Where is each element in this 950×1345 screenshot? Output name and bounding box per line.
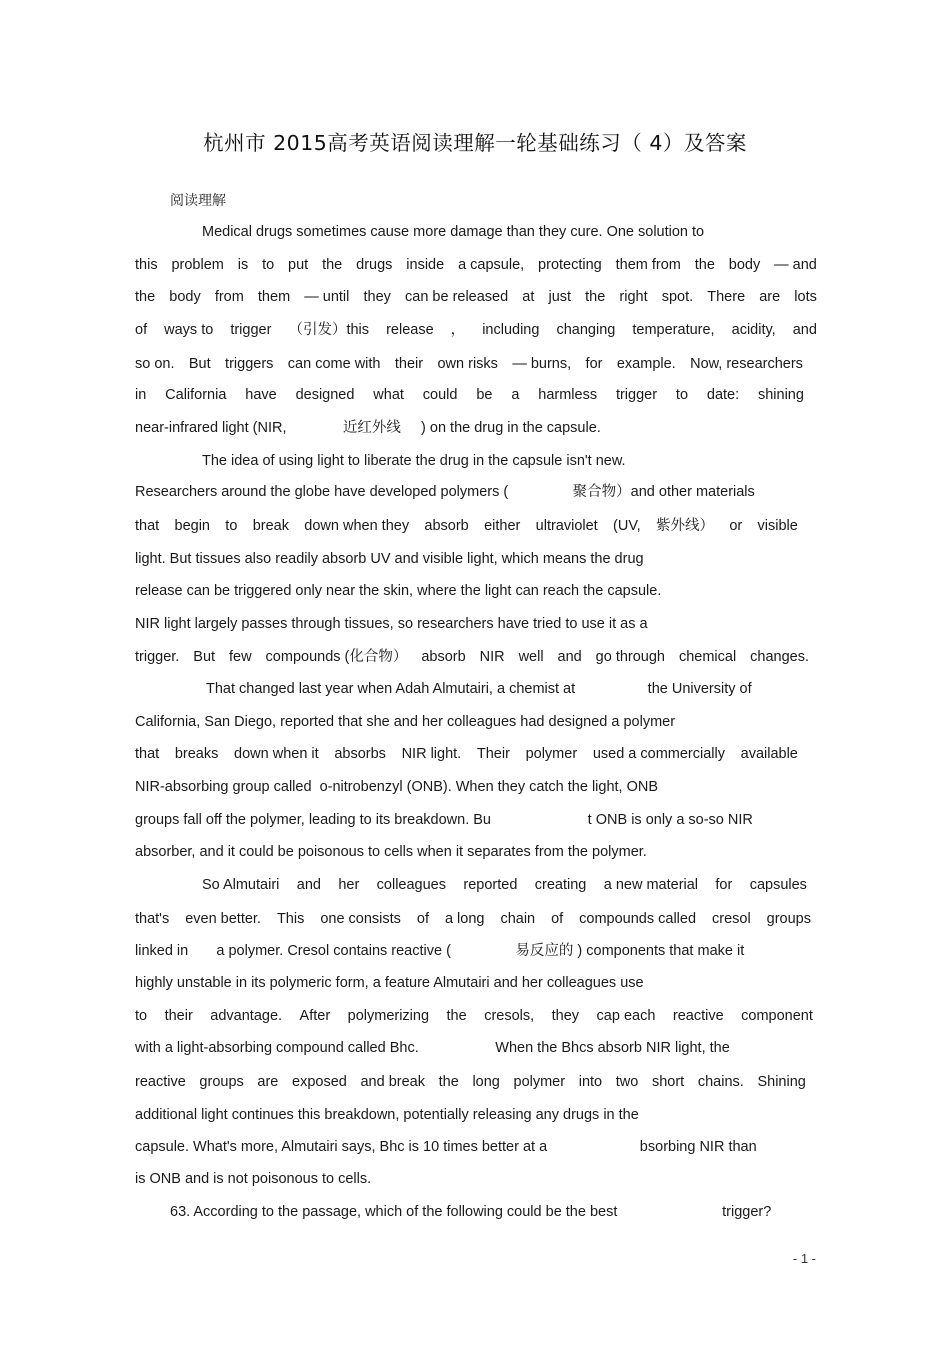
word: could xyxy=(422,387,458,403)
text-line xyxy=(135,385,804,405)
text-line: is ONB and is not poisonous to cells. xyxy=(135,1171,372,1187)
word: temperature, xyxy=(632,322,715,338)
word: triggers xyxy=(225,356,274,372)
word: just xyxy=(548,289,572,305)
word: that xyxy=(135,518,160,534)
word: After xyxy=(299,1008,331,1024)
word: from xyxy=(214,289,244,305)
word: them from xyxy=(615,257,681,273)
word: a long xyxy=(444,911,485,927)
word: a capsule, xyxy=(458,257,525,273)
word: a xyxy=(511,387,520,403)
text-line xyxy=(135,287,817,307)
word: one consists xyxy=(320,911,401,927)
word: trigger xyxy=(230,322,272,338)
word: protecting xyxy=(538,257,602,273)
word: of xyxy=(135,322,148,338)
word: changing xyxy=(556,322,616,338)
question-63: 63. According to the passage, which of the following could be the best trigger? xyxy=(170,1204,772,1220)
text-line xyxy=(135,354,803,374)
text-line xyxy=(135,1072,806,1092)
word: and xyxy=(296,877,321,893)
word: cresols, xyxy=(484,1008,535,1024)
word: trigger. xyxy=(135,649,180,665)
word: California xyxy=(165,387,227,403)
word: have xyxy=(245,387,277,403)
word: body xyxy=(169,289,201,305)
word: them xyxy=(257,289,291,305)
word: absorbs xyxy=(334,746,386,762)
word: few xyxy=(229,649,252,665)
word: shining xyxy=(757,387,804,403)
word: are xyxy=(257,1074,279,1090)
word: that xyxy=(135,746,160,762)
word: creating xyxy=(534,877,587,893)
text-line xyxy=(135,909,811,929)
word: of xyxy=(416,911,429,927)
word: (UV, xyxy=(613,518,641,534)
word: go through xyxy=(595,649,665,665)
word: down when it xyxy=(234,746,319,762)
word: the xyxy=(694,257,715,273)
text-line xyxy=(135,255,817,275)
word: date: xyxy=(706,387,740,403)
word: break xyxy=(252,518,289,534)
document-title: 杭州市 2015高考英语阅读理解一轮基础练习（ 4）及答案 xyxy=(203,131,747,155)
word: to xyxy=(135,1008,148,1024)
word: or xyxy=(729,518,743,534)
word: Their xyxy=(476,746,510,762)
word: can be released xyxy=(405,289,509,305)
word: well xyxy=(518,649,544,665)
word: put xyxy=(288,257,309,273)
word: exposed xyxy=(292,1074,347,1090)
word: the xyxy=(438,1074,459,1090)
word: long xyxy=(472,1074,500,1090)
word: in xyxy=(135,387,147,403)
word: release xyxy=(386,322,434,338)
word: what xyxy=(373,387,404,403)
word: into xyxy=(578,1074,603,1090)
word: chain xyxy=(500,911,536,927)
word: ， xyxy=(450,322,466,338)
text-line: absorber, and it could be poisonous to cells when it separates from the polymer. xyxy=(135,844,647,860)
word: used a commercially xyxy=(592,746,725,762)
word: advantage. xyxy=(210,1008,283,1024)
text-line xyxy=(135,647,809,667)
word: for xyxy=(715,877,733,893)
word: compounds called xyxy=(579,911,697,927)
word: polymerizing xyxy=(347,1008,430,1024)
word: that's xyxy=(135,911,170,927)
word: is xyxy=(237,257,249,273)
word: ways to xyxy=(164,322,214,338)
word: This xyxy=(276,911,305,927)
word: cresol xyxy=(712,911,751,927)
text-line xyxy=(202,875,807,895)
word: so on. xyxy=(135,356,175,372)
word: acidity, xyxy=(731,322,776,338)
text-line xyxy=(135,744,798,764)
word: the xyxy=(135,289,156,305)
word: absorb xyxy=(424,518,469,534)
word: be xyxy=(476,387,493,403)
word: available xyxy=(740,746,798,762)
page-number: - 1 - xyxy=(792,1251,816,1266)
text-line: with a light-absorbing compound called Bhc. When the Bhcs absorb NIR light, the xyxy=(135,1040,730,1056)
word: visible xyxy=(757,518,798,534)
word: down when they xyxy=(304,518,410,534)
text-line: linked in a polymer. Cresol contains reactive ( 易反应的 ) components that make it xyxy=(135,943,745,959)
word: even better. xyxy=(185,911,261,927)
word: capsules xyxy=(749,877,807,893)
word: the xyxy=(322,257,343,273)
word: of xyxy=(551,911,564,927)
word: for xyxy=(585,356,603,372)
word: But xyxy=(193,649,216,665)
text-line: Medical drugs sometimes cause more damage than they cure. One solution to xyxy=(202,224,705,240)
word: ultraviolet xyxy=(535,518,598,534)
word: her xyxy=(338,877,360,893)
text-line: groups fall off the polymer, leading to its breakdown. Bu t ONB is only a so-so NIR xyxy=(135,812,753,828)
word: Shining xyxy=(757,1074,806,1090)
word: this xyxy=(135,257,158,273)
word: own risks xyxy=(437,356,498,372)
word: changes. xyxy=(750,649,809,665)
word: are xyxy=(759,289,781,305)
text-line: highly unstable in its polymeric form, a feature Almutairi and her colleagues use xyxy=(135,975,644,991)
word: chemical xyxy=(678,649,737,665)
word: reported xyxy=(463,877,518,893)
word: trigger xyxy=(615,387,658,403)
word: NIR light. xyxy=(401,746,462,762)
word: and xyxy=(792,322,817,338)
text-line: NIR light largely passes through tissues, so researchers have tried to use it as a xyxy=(135,616,648,632)
word: to xyxy=(262,257,275,273)
word: component xyxy=(741,1008,813,1024)
word: reactive xyxy=(135,1074,186,1090)
text-line: The idea of using light to liberate the drug in the capsule isn't new. xyxy=(202,453,626,469)
text-line: NIR-absorbing group called o-nitrobenzyl (ONB). When they catch the light, ONB xyxy=(135,779,659,795)
text-line: capsule. What's more, Almutairi says, Bhc is 10 times better at a bsorbing NIR than xyxy=(135,1139,757,1155)
text-line: near-infrared light (NIR, 近红外线 ) on the drug in the capsule. xyxy=(135,420,601,436)
word: a new material xyxy=(603,877,699,893)
word: lots xyxy=(794,289,817,305)
word: — until xyxy=(304,289,350,305)
word: — burns, xyxy=(512,356,572,372)
word: designed xyxy=(295,387,355,403)
word: colleagues xyxy=(376,877,446,893)
word: groups xyxy=(766,911,811,927)
word: they xyxy=(551,1008,580,1024)
text-line xyxy=(135,516,798,536)
word: breaks xyxy=(174,746,219,762)
word: — and xyxy=(774,257,817,273)
text-line xyxy=(135,320,817,340)
word: Now, researchers xyxy=(690,356,803,372)
word: right xyxy=(619,289,648,305)
word: and xyxy=(557,649,582,665)
word: groups xyxy=(199,1074,244,1090)
word: inside xyxy=(406,257,445,273)
word: the xyxy=(585,289,606,305)
text-line: That changed last year when Adah Almutairi, a chemist at the University of xyxy=(206,681,752,697)
word: at xyxy=(522,289,535,305)
word: But xyxy=(188,356,211,372)
text-line: release can be triggered only near the skin, where the light can reach the capsule. xyxy=(135,583,662,599)
word: drugs xyxy=(356,257,393,273)
word: So Almutairi xyxy=(202,877,280,893)
word: There xyxy=(707,289,746,305)
word: short xyxy=(651,1074,685,1090)
word: problem xyxy=(171,257,224,273)
word: either xyxy=(484,518,521,534)
word: cap each xyxy=(596,1008,656,1024)
word: 紫外线） xyxy=(656,518,715,534)
word: body xyxy=(728,257,761,273)
word: two xyxy=(615,1074,639,1090)
word: chains. xyxy=(697,1074,744,1090)
text-line: California, San Diego, reported that she and her colleagues had designed a polymer xyxy=(135,714,676,730)
text-line: additional light continues this breakdown, potentially releasing any drugs in the xyxy=(135,1107,639,1123)
word: and break xyxy=(360,1074,425,1090)
word: including xyxy=(482,322,540,338)
text-line: Researchers around the globe have developed polymers ( 聚合物）and other materials xyxy=(135,484,755,500)
word: they xyxy=(363,289,391,305)
word: polymer xyxy=(513,1074,566,1090)
word: the xyxy=(446,1008,467,1024)
word: harmless xyxy=(538,387,598,403)
text-line xyxy=(135,1006,813,1026)
word: spot. xyxy=(661,289,694,305)
word: compounds (化合物） xyxy=(265,649,408,665)
word: （引发）this xyxy=(288,322,370,338)
word: their xyxy=(394,356,424,372)
word: to xyxy=(225,518,238,534)
word: reactive xyxy=(672,1008,724,1024)
section-label: 阅读理解 xyxy=(170,193,226,209)
text-line: light. But tissues also readily absorb UV and visible light, which means the drug xyxy=(135,551,644,567)
word: absorb xyxy=(421,649,466,665)
word: NIR xyxy=(479,649,505,665)
word: their xyxy=(164,1008,193,1024)
word: to xyxy=(675,387,689,403)
word: polymer xyxy=(525,746,578,762)
word: can come with xyxy=(287,356,381,372)
word: example. xyxy=(616,356,676,372)
word: begin xyxy=(174,518,210,534)
